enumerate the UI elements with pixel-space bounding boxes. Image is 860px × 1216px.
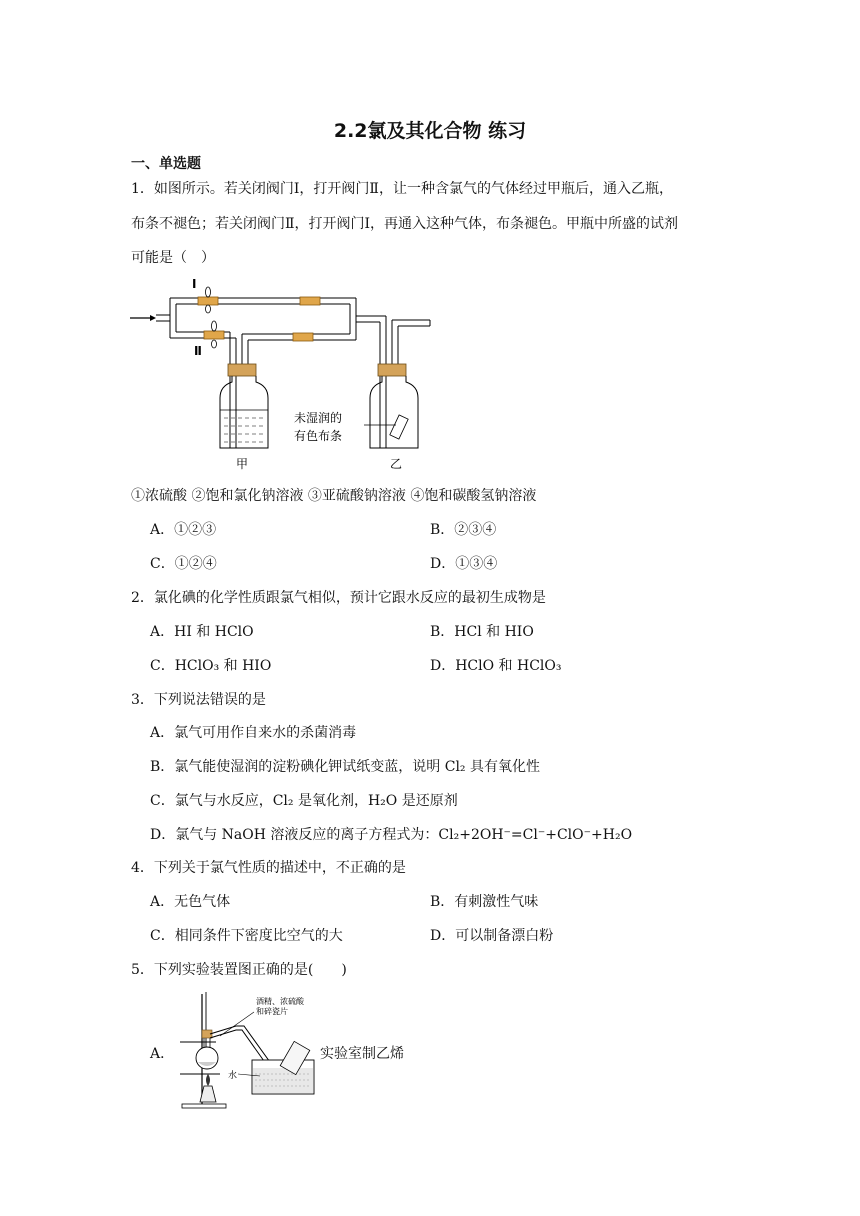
section-heading: 一、单选题 xyxy=(131,156,201,172)
q5-label-reagents-line1: 酒精、浓硫酸 xyxy=(256,997,304,1006)
q4-option-b[interactable]: B．有刺激性气味 xyxy=(430,894,539,910)
q1-stem-line2: 布条不褪色；若关闭阀门Ⅱ，打开阀门Ⅰ，再通入这种气体，布条褪色。甲瓶中所盛的试剂 xyxy=(131,216,679,232)
q1-choices-list: ①浓硫酸 ②饱和氯化钠溶液 ③亚硫酸钠溶液 ④饱和碳酸氢钠溶液 xyxy=(131,488,537,504)
q1-option-c[interactable]: C．①②④ xyxy=(150,556,217,572)
q5-label-water: 水 xyxy=(228,1071,238,1081)
q1-option-b[interactable]: B．②③④ xyxy=(430,522,497,538)
cloth-label-line2: 有色布条 xyxy=(294,429,343,443)
q2-option-c[interactable]: C．HClO₃ 和 HIO xyxy=(150,658,272,674)
q5-label-reagents-line2: 和碎瓷片 xyxy=(256,1007,288,1016)
q3-option-c[interactable]: C．氯气与水反应，Cl₂ 是氧化剂，H₂O 是还原剂 xyxy=(150,793,458,809)
bottle-yi-label: 乙 xyxy=(390,457,403,471)
bottle-jia-label: 甲 xyxy=(236,457,249,471)
q1-stem-line3: 可能是（ ） xyxy=(131,250,215,266)
q1-stem-line1: 1．如图所示。若关闭阀门Ⅰ，打开阀门Ⅱ，让一种含氯气的气体经过甲瓶后，通入乙瓶， xyxy=(131,181,673,197)
q2-option-b[interactable]: B．HCl 和 HIO xyxy=(430,624,534,640)
valve-1-label: Ⅰ xyxy=(192,278,197,291)
q4-stem: 4．下列关于氯气性质的描述中，不正确的是 xyxy=(131,860,406,876)
valve-2-label: Ⅱ xyxy=(194,344,202,358)
q2-option-a[interactable]: A．HI 和 HClO xyxy=(150,624,254,640)
q2-stem: 2．氯化碘的化学性质跟氯气相似，预计它跟水反应的最初生成物是 xyxy=(131,590,546,606)
q3-option-d[interactable]: D．氯气与 NaOH 溶液反应的离子方程式为：Cl₂+2OH⁻=Cl⁻+ClO⁻+H₂O xyxy=(150,827,633,843)
q1-option-a[interactable]: A．①②③ xyxy=(150,522,217,538)
q4-option-d[interactable]: D．可以制备漂白粉 xyxy=(430,928,554,944)
q5-option-a-letter[interactable]: A． xyxy=(150,1046,175,1062)
q5-stem: 5．下列实验装置图正确的是( ) xyxy=(131,962,347,978)
page-title: 2.2氯及其化合物 练习 xyxy=(333,120,527,142)
cloth-label-line1: 未湿润的 xyxy=(294,411,343,425)
q5-ethylene-apparatus-figure xyxy=(176,990,324,1112)
q5-option-a-caption: 实验室制乙烯 xyxy=(320,1046,404,1062)
q2-option-d[interactable]: D．HClO 和 HClO₃ xyxy=(430,658,562,674)
q3-option-b[interactable]: B．氯气能使湿润的淀粉碘化钾试纸变蓝，说明 Cl₂ 具有氧化性 xyxy=(150,759,540,775)
q3-option-a[interactable]: A．氯气可用作自来水的杀菌消毒 xyxy=(150,725,357,741)
q4-option-a[interactable]: A．无色气体 xyxy=(150,894,231,910)
q1-option-d[interactable]: D．①③④ xyxy=(430,556,498,572)
q4-option-c[interactable]: C．相同条件下密度比空气的大 xyxy=(150,928,343,944)
q1-apparatus-figure xyxy=(128,278,438,473)
q3-stem: 3．下列说法错误的是 xyxy=(131,692,266,708)
